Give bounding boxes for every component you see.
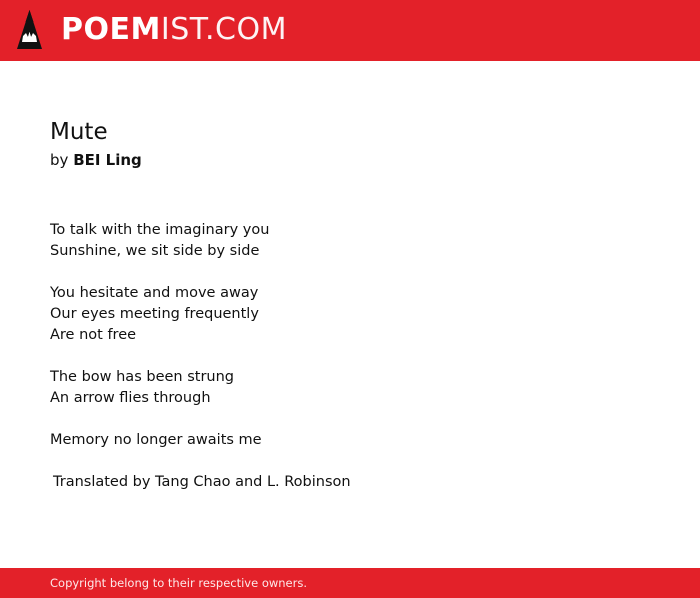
poem-body (50, 220, 650, 493)
poem-title: Mute (50, 119, 108, 145)
poem-line: Memory no longer awaits me (50, 432, 262, 448)
poem-stanza-1 (50, 220, 650, 262)
logo-text-light: IST.COM (160, 12, 287, 47)
poem-byline (50, 150, 650, 170)
site-header (0, 0, 700, 61)
site-logo-text (61, 9, 287, 51)
translator-note: Translated by Tang Chao and L. Robinson (53, 474, 351, 490)
logo-text-bold: POEM (61, 12, 161, 47)
author-link[interactable]: BEI Ling (73, 151, 142, 169)
poem-stanza-3 (50, 367, 650, 409)
poem-stanza-2 (50, 283, 650, 346)
copyright-notice: Copyright belong to their respective owners. (50, 576, 308, 590)
poem-line: Our eyes meeting frequently (50, 306, 259, 322)
pen-nib-icon (16, 9, 43, 51)
poem-line: An arrow flies through (50, 390, 211, 406)
poem-line: Are not free (50, 327, 137, 343)
poem-stanza-4 (50, 430, 650, 451)
poem-line: You hesitate and move away (50, 285, 259, 301)
site-logo-link[interactable] (16, 9, 287, 51)
site-footer (0, 568, 700, 598)
byline-label: by (50, 151, 69, 169)
poem-line: To talk with the imaginary you (50, 222, 270, 238)
poem-line: Sunshine, we sit side by side (50, 243, 260, 259)
poem-line: The bow has been strung (50, 369, 234, 385)
poem-content (50, 117, 650, 493)
